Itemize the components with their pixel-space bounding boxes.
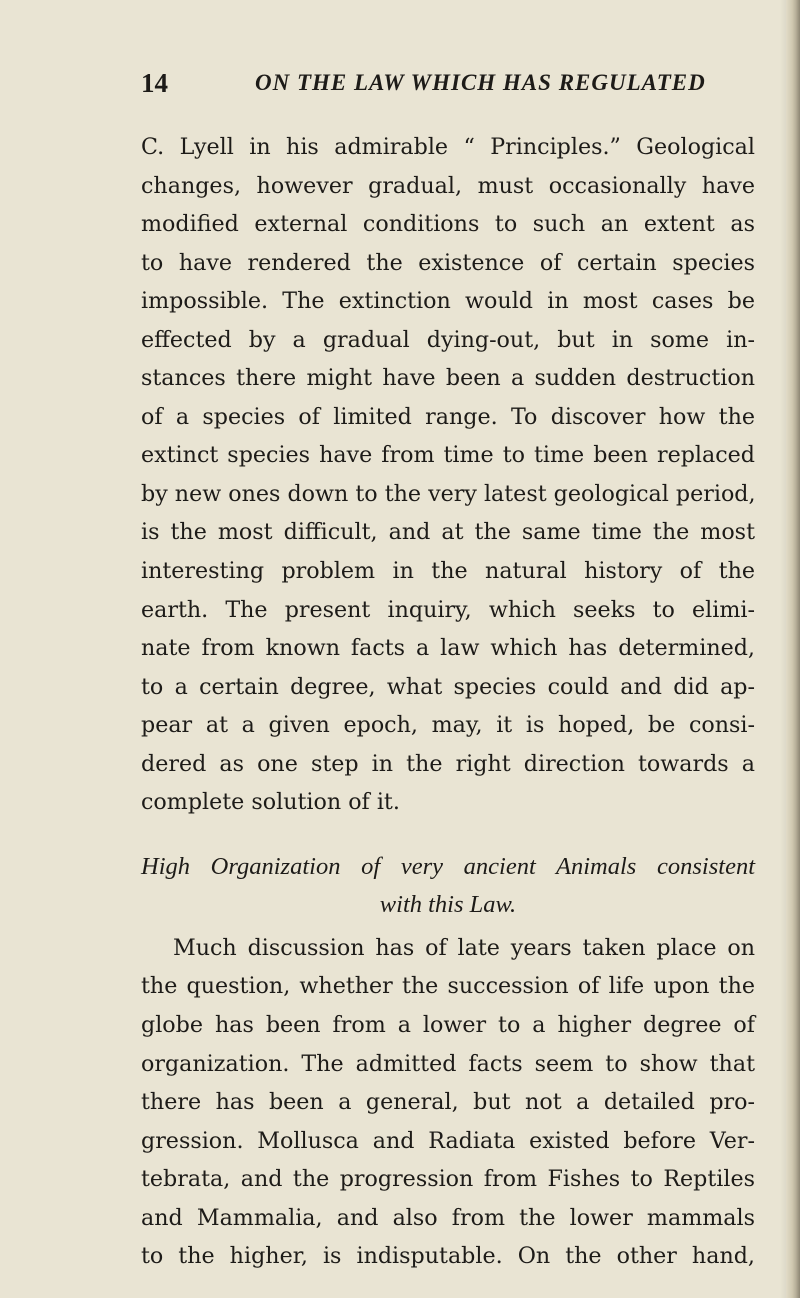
text-line: effected by a gradual dying-out, but in some in-	[141, 326, 755, 353]
text-line: dered as one step in the right direction towards a	[141, 750, 755, 777]
text-line: the question, whether the succession of life upon the	[141, 973, 755, 1000]
text-line: gression. Mollusca and Radiata existed before Ver-	[141, 1127, 755, 1154]
text-line: extinct species have from time to time been replaced	[141, 442, 755, 469]
body-text	[141, 128, 755, 1276]
text-line: C. Lyell in his admirable “ Principles.” Geological	[141, 134, 755, 160]
section-spacer	[141, 822, 755, 848]
text-line: to have rendered the existence of certain species	[141, 249, 755, 276]
running-head: ON THE LAW WHICH HAS REGULATED	[255, 70, 706, 95]
text-line: there has been a general, but not a detailed pro-	[141, 1089, 755, 1116]
text-line: changes, however gradual, must occasionally have	[141, 172, 755, 199]
paragraph-1	[141, 128, 755, 822]
section-heading-line-1: High Organization of very ancient Animals consistent	[141, 852, 755, 880]
text-line: complete solution of it.	[141, 789, 400, 816]
text-line: by new ones down to the very latest geological period,	[141, 480, 756, 507]
text-line: tebrata, and the progression from Fishes to Reptiles	[141, 1166, 755, 1193]
text-line: and Mammalia, and also from the lower mammals	[141, 1204, 755, 1231]
text-line: stances there might have been a sudden destruction	[141, 365, 755, 392]
text-line: to the higher, is indisputable. On the other hand,	[141, 1243, 755, 1270]
page-edge	[786, 0, 800, 1298]
text-line: Much discussion has of late years taken place on	[173, 934, 755, 961]
text-line: globe has been from a lower to a higher degree of	[141, 1012, 755, 1039]
text-line: pear at a given epoch, may, it is hoped, be consi-	[141, 712, 755, 739]
text-line: impossible. The extinction would in most cases be	[141, 288, 755, 315]
text-line: to a certain degree, what species could and did ap-	[141, 673, 755, 700]
text-line: organization. The admitted facts seem to show that	[141, 1050, 755, 1077]
text-line: interesting problem in the natural history of the	[141, 558, 755, 585]
text-line: modified external conditions to such an extent as	[141, 211, 755, 238]
section-heading	[141, 848, 755, 925]
page-number: 14	[141, 68, 168, 98]
text-line: is the most difficult, and at the same time the most	[141, 519, 755, 546]
text-line: earth. The present inquiry, which seeks to elimi-	[141, 596, 755, 623]
section-heading-line-2: with this Law.	[379, 891, 517, 919]
page-header	[141, 66, 756, 106]
text-line: nate from known facts a law which has determined,	[141, 635, 755, 662]
text-line: of a species of limited range. To discover how the	[141, 403, 755, 430]
paragraph-2	[141, 929, 755, 1276]
